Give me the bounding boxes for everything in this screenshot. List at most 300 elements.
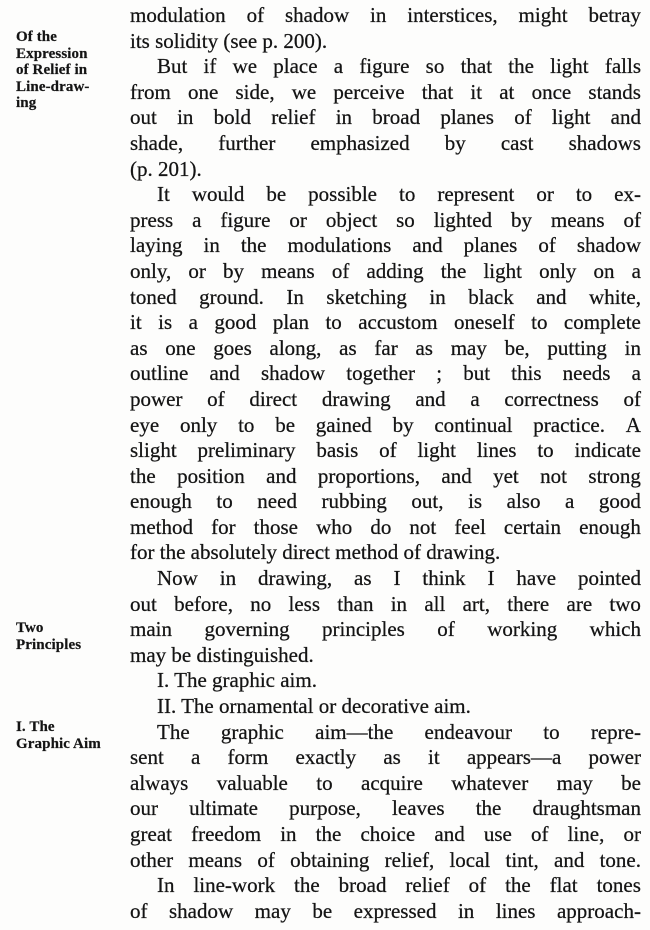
word: adding [366, 258, 424, 283]
word: there [507, 591, 550, 616]
word: obtaining [290, 847, 370, 872]
word: practice. [533, 412, 605, 437]
word: to [316, 770, 333, 795]
word: other [130, 847, 174, 872]
word: light [483, 258, 522, 283]
word: light [551, 105, 591, 130]
word: before, [174, 591, 233, 616]
text-line [130, 873, 641, 899]
word: white, [589, 284, 641, 309]
word: means [188, 847, 243, 872]
word: as [383, 745, 401, 770]
word: a [470, 386, 480, 411]
word: planes [440, 105, 494, 130]
word: line-work [193, 873, 276, 898]
word: light [550, 54, 589, 79]
word: whatever [451, 770, 529, 795]
word: a [192, 207, 202, 232]
word: stands [588, 79, 641, 104]
word: to [325, 310, 342, 335]
word: to [216, 489, 233, 514]
word: or [623, 822, 641, 846]
word: lines [495, 898, 536, 923]
word: as [339, 335, 357, 360]
word: less [288, 591, 321, 616]
word: the [294, 873, 320, 898]
text-line [130, 438, 641, 464]
text-line [130, 489, 641, 515]
text-line [130, 310, 641, 336]
word: of [257, 847, 275, 872]
text-line [130, 387, 641, 413]
word: ground. [199, 284, 264, 309]
word: at [499, 79, 515, 104]
text-line [130, 3, 641, 29]
word: the [505, 873, 531, 898]
word: a [565, 489, 575, 514]
word: be [621, 770, 641, 795]
word: of [379, 438, 397, 463]
word: power [588, 745, 641, 770]
word: line, [567, 822, 605, 846]
word: figure [220, 207, 271, 232]
word: a [191, 745, 201, 770]
text-line [130, 515, 641, 541]
word: or [289, 207, 307, 232]
word: do [370, 514, 392, 539]
word: in [203, 233, 220, 258]
word: proportions, [317, 463, 420, 488]
word: figure [359, 54, 410, 79]
word: for [211, 514, 236, 539]
text-line [130, 899, 641, 925]
word: graphic [220, 719, 284, 744]
word: and [209, 361, 240, 386]
word: of [437, 617, 455, 642]
word: in [280, 822, 297, 846]
word: shadow [260, 361, 326, 386]
text-line [130, 259, 641, 285]
word: approach- [556, 898, 641, 923]
margin-note-line: I. The [16, 719, 55, 735]
word: choice [360, 822, 416, 846]
text-line [130, 361, 641, 387]
word: principles [322, 617, 405, 642]
word: it [427, 745, 440, 770]
text-line [130, 336, 641, 362]
text-line [130, 720, 641, 746]
margin-note-line: Principles [16, 636, 82, 653]
margin-note-two-principles [16, 620, 122, 653]
word: be [275, 412, 296, 437]
word: In [157, 873, 175, 898]
word: A [625, 412, 641, 437]
word: accustom [358, 310, 438, 335]
word: a [188, 310, 198, 335]
word: shadow [284, 3, 350, 27]
word: enough [579, 514, 641, 539]
text-line: its solidity (see p. 200). [130, 28, 328, 53]
word: shade, [130, 130, 184, 155]
word: out, [411, 489, 444, 514]
word: valuable [216, 770, 288, 795]
word: not [540, 463, 568, 488]
text-line: may be distinguished. [130, 642, 314, 667]
word: putting [547, 335, 607, 360]
word: appears—a [466, 745, 562, 770]
word: Now [157, 566, 198, 591]
text-line [130, 822, 641, 848]
word: planes [463, 233, 518, 258]
word: think [422, 566, 466, 591]
word: eye [130, 412, 160, 437]
text-line [130, 413, 641, 439]
word: shadow [169, 898, 234, 923]
word: a [631, 258, 641, 283]
word: good [598, 489, 641, 514]
word: to [238, 412, 255, 437]
word: drawing [321, 386, 391, 411]
word: form [227, 745, 269, 770]
word: only [179, 412, 218, 437]
word: of [538, 233, 556, 258]
word: only [539, 258, 577, 283]
margin-note-line: Of the [16, 29, 58, 45]
word: the [240, 233, 267, 258]
word: use [483, 822, 512, 846]
word: method [130, 514, 193, 539]
word: we [232, 54, 258, 79]
word: out [130, 591, 157, 616]
word: and [554, 847, 585, 872]
word: in [335, 105, 353, 130]
text-line [130, 233, 641, 259]
word: black [468, 284, 514, 309]
word: by [510, 207, 532, 232]
word: direct [249, 386, 298, 411]
word: tone. [599, 847, 641, 872]
margin-note-line: Expression [16, 45, 88, 62]
word: ultimate [189, 796, 258, 821]
word: one [188, 79, 219, 104]
word: possible [308, 182, 377, 207]
word: of [207, 386, 225, 411]
word: those [253, 514, 298, 539]
text-line: for the absolutely direct method of drawing. [130, 540, 501, 565]
margin-note-line: Graphic Aim [16, 735, 101, 752]
word: interstices, [407, 3, 498, 27]
word: working [487, 617, 558, 642]
word: press [130, 207, 174, 232]
word: of [468, 873, 487, 898]
word: who [316, 514, 353, 539]
word: repre- [590, 719, 641, 744]
word: are [566, 591, 593, 616]
word: in [457, 898, 475, 923]
word: object [325, 207, 378, 232]
text-line [130, 745, 641, 771]
word: also [506, 489, 541, 514]
word: to [399, 182, 416, 207]
text-line [130, 617, 641, 643]
word: further [218, 130, 276, 155]
word: sketching [326, 284, 407, 309]
word: would [191, 182, 245, 207]
word: lighted [433, 207, 493, 232]
word: of [331, 258, 350, 283]
word: represent [437, 182, 515, 207]
word: or [188, 258, 206, 283]
word: falls [604, 54, 641, 79]
margin-note-line: Two [16, 620, 44, 636]
word: if [203, 54, 217, 79]
word: our [130, 796, 158, 821]
word: the [475, 796, 502, 821]
word: on [593, 258, 615, 283]
word: In [286, 284, 304, 309]
word: lines [476, 438, 517, 463]
word: aim—the [315, 719, 394, 744]
word: as [130, 335, 148, 360]
word: goes [213, 335, 252, 360]
word: not [409, 514, 437, 539]
word: as [354, 566, 372, 591]
text-line [130, 796, 641, 822]
word: relief, [384, 847, 435, 872]
word: be, [504, 335, 530, 360]
word: out [130, 105, 157, 130]
text-line [130, 592, 641, 618]
word: art, [462, 591, 490, 616]
word: a [333, 54, 344, 79]
word: to [575, 182, 593, 207]
word: to [543, 719, 560, 744]
text-line [130, 285, 641, 311]
text-line [130, 131, 641, 157]
word: the [315, 822, 342, 846]
word: along, [269, 335, 322, 360]
word: rubbing [321, 489, 387, 514]
word: bold [213, 105, 251, 130]
word: and [266, 463, 297, 488]
word: as [415, 335, 433, 360]
word: a [631, 361, 641, 386]
word: continual [434, 412, 513, 437]
word: always [130, 770, 189, 795]
word: be [266, 182, 287, 207]
word: than [337, 591, 374, 616]
word: this [511, 361, 542, 386]
word: and [441, 463, 472, 488]
word: that [421, 79, 454, 104]
word: of [246, 3, 265, 27]
word: may [556, 770, 593, 795]
word: enough [130, 489, 192, 514]
word: from [130, 79, 171, 104]
word: complete [563, 310, 641, 335]
word: main [130, 617, 172, 642]
word: It [157, 182, 170, 207]
word: ex- [614, 182, 641, 207]
word: we [291, 79, 317, 104]
word: and [415, 386, 446, 411]
word: acquire [361, 770, 423, 795]
word: oneself [454, 310, 515, 335]
word: in [390, 591, 408, 616]
word: I [393, 566, 401, 591]
word: broad [338, 873, 387, 898]
text-line: II. The ornamental or decorative aim. [157, 694, 471, 719]
word: once [531, 79, 572, 104]
word: no [250, 591, 272, 616]
word: modulation [130, 3, 226, 27]
word: to [537, 438, 554, 463]
word: it [130, 310, 142, 335]
word: may [450, 335, 487, 360]
text-line [130, 80, 641, 106]
word: expressed [353, 898, 437, 923]
word: might [518, 3, 568, 27]
word: only, [130, 258, 172, 283]
word: freedom [191, 822, 262, 846]
word: gained [315, 412, 372, 437]
word: yet [493, 463, 519, 488]
text-line [130, 54, 641, 80]
word: together [346, 361, 416, 386]
word: draughtsman [532, 796, 641, 821]
word: relief [271, 105, 316, 130]
margin-notes-column [16, 0, 122, 930]
word: slight [130, 438, 177, 463]
word: shadows [568, 130, 641, 155]
word: and [610, 105, 641, 130]
word: one [165, 335, 196, 360]
word: of [623, 207, 641, 232]
word: tint, [505, 847, 539, 872]
word: may [254, 898, 291, 923]
word: basis [316, 438, 359, 463]
text-line [130, 208, 641, 234]
word: of [530, 822, 549, 846]
word: power [130, 386, 183, 411]
word: governing [204, 617, 290, 642]
word: far [374, 335, 398, 360]
margin-note-line: of Relief in [16, 62, 88, 78]
word: or [536, 182, 554, 207]
word: certain [503, 514, 561, 539]
word: tones [596, 873, 641, 898]
word: sent [130, 745, 164, 770]
word: two [609, 591, 641, 616]
margin-note-graphic-aim [16, 719, 122, 752]
word: plan [272, 310, 309, 335]
word: the [508, 54, 534, 79]
word: of [130, 898, 148, 923]
word: that [460, 54, 493, 79]
word: purpose, [289, 796, 361, 821]
word: laying [130, 233, 183, 258]
word: be [312, 898, 333, 923]
word: but [463, 361, 491, 386]
body-text-column [130, 3, 641, 924]
word: of [623, 386, 641, 411]
word: by [392, 412, 414, 437]
word: by [222, 258, 244, 283]
word: side, [235, 79, 275, 104]
word: and [434, 822, 465, 846]
word: broad [372, 105, 421, 130]
margin-note-line: Line-draw- [16, 78, 90, 95]
word: and [536, 284, 567, 309]
word: and [412, 233, 443, 258]
word: cast [500, 130, 534, 155]
word: so [425, 54, 445, 79]
text-line: I. The graphic aim. [157, 668, 317, 693]
word: correctness [504, 386, 599, 411]
word: all [424, 591, 446, 616]
text-line [130, 848, 641, 874]
word: great [130, 822, 172, 846]
word: flat [549, 873, 578, 898]
word: in [219, 566, 237, 591]
word: outline [130, 361, 189, 386]
word: emphasized [310, 130, 410, 155]
word: ; [436, 361, 443, 386]
word: is [158, 310, 173, 335]
word: position [177, 463, 245, 488]
text-line [130, 182, 641, 208]
text-line [130, 566, 641, 592]
word: have [516, 566, 557, 591]
word: betray [588, 3, 641, 27]
word: which [589, 617, 641, 642]
margin-note-expression-of-relief [16, 29, 122, 112]
word: the [130, 463, 156, 488]
word: by [444, 130, 466, 155]
word: modulations [287, 233, 392, 258]
word: toned [130, 284, 177, 309]
word: needs [562, 361, 611, 386]
word: place [273, 54, 318, 79]
text-line [130, 771, 641, 797]
word: indicate [574, 438, 641, 463]
word: shadow [576, 233, 641, 258]
word: light [417, 438, 456, 463]
text-line: (p. 201). [130, 156, 202, 181]
word: means [550, 207, 605, 232]
word: endeavour [424, 719, 513, 744]
word: in [370, 3, 387, 27]
margin-note-line: ing [16, 95, 37, 111]
text-line [130, 464, 641, 490]
word: so [396, 207, 415, 232]
word: The [157, 719, 190, 744]
word: local [449, 847, 491, 872]
word: means [261, 258, 315, 283]
word: drawing, [258, 566, 333, 591]
word: exactly [295, 745, 357, 770]
word: strong [588, 463, 641, 488]
word: perceive [333, 79, 405, 104]
word: is [468, 489, 483, 514]
word: preliminary [197, 438, 296, 463]
word: the [440, 258, 467, 283]
word: of [514, 105, 532, 130]
word: in [624, 335, 641, 360]
word: relief [405, 873, 450, 898]
word: in [177, 105, 194, 130]
word: in [429, 284, 446, 309]
